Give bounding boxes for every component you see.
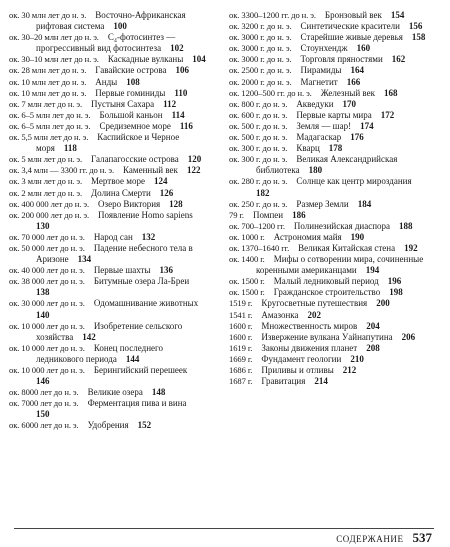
toc-entry-title: Фундамент геологии [261, 353, 342, 364]
toc-left-column [9, 10, 209, 432]
toc-entry-date: ок. 3,4 млн — 3300 гг. до н. э. [9, 165, 115, 176]
toc-entry [229, 143, 429, 154]
toc-entry-date: ок. 2000 г. до н. э. [229, 76, 292, 87]
toc-entry [229, 176, 429, 198]
toc-entry [229, 10, 429, 21]
toc-entry-page: 174 [360, 120, 374, 131]
toc-entry [229, 88, 429, 99]
toc-entry-title: Пирамиды [300, 65, 342, 76]
toc-entry-page: 206 [401, 331, 416, 342]
toc-entry-date: ок. 30 млн лет до н. э. [9, 10, 87, 20]
toc-entry-title: Анды [95, 76, 118, 87]
toc-entry-page: 182 [256, 187, 270, 198]
toc-entry [229, 221, 429, 232]
toc-entry-title: Гражданское строительство [273, 287, 381, 298]
toc-entry-date: ок. 3000 г. до н. э. [229, 54, 292, 65]
toc-entry-date: 79 г. [229, 209, 244, 220]
toc-entry-page: 170 [342, 98, 357, 109]
toc-entry-title: C₄-фотосинтез — прогрессивный вид фотосинтеза [36, 32, 176, 54]
toc-entry-page: 108 [126, 76, 140, 87]
toc-entry-page: 200 [376, 298, 390, 309]
toc-entry-page: 202 [307, 309, 322, 320]
toc-entry-date: ок. 400 000 лет до н. э. [9, 198, 90, 209]
toc-entry [9, 132, 209, 154]
toc-entry-page: 134 [77, 254, 92, 265]
toc-entry-page: 214 [314, 376, 328, 387]
toc-entry-date: ок. 500 г. до н. э. [229, 120, 288, 131]
toc-entry-title: Одомашнивание животных [93, 298, 199, 309]
toc-entry-page: 156 [408, 21, 423, 32]
toc-entry-page: 136 [159, 265, 174, 276]
toc-entry-title: Народ сан [93, 231, 133, 242]
toc-entry [9, 110, 209, 121]
toc-entry-page: 132 [141, 231, 156, 242]
toc-entry [9, 154, 209, 165]
toc-entry-page: 194 [365, 265, 380, 276]
toc-entry-title: Большой каньон [99, 109, 163, 120]
footer-divider [14, 528, 434, 529]
toc-entry-date: 1519 г. [229, 298, 253, 309]
toc-entry-date: ок. 3300–1200 гг. до н. э. [229, 10, 316, 20]
toc-entry-date: ок. 3000 г. до н. э. [229, 32, 292, 43]
toc-entry-date: 1669 г. [229, 353, 253, 364]
toc-entry-title: Каспийское и Черное моря [36, 132, 180, 154]
toc-entry-page: 120 [187, 154, 202, 165]
toc-entry-date: ок. 38 000 лет до н. э. [9, 276, 85, 287]
toc-entry-title: Падение небесного тела в Аризоне [36, 242, 193, 265]
toc-entry-date: ок. 70 000 лет до н. э. [9, 231, 85, 242]
toc-entry-date: ок. 3200 г. до н. э. [229, 21, 292, 32]
toc-entry-date: ок. 6–5 млн лет до н. э. [9, 120, 91, 131]
toc-entry-title: Законы движения планет [261, 342, 358, 353]
toc-entry-date: ок. 10 000 лет до н. э. [9, 365, 85, 375]
toc-entry [229, 276, 429, 287]
toc-entry [229, 354, 429, 365]
toc-entry-page: 164 [350, 65, 364, 76]
toc-entry [9, 65, 209, 76]
toc-entry [9, 121, 209, 132]
toc-entry-date: ок. 700–1200 гг. [229, 220, 285, 231]
toc-entry-title: Приливы и отливы [261, 365, 334, 375]
toc-entry-date: ок. 30–10 млн лет до н. э. [9, 54, 99, 65]
toc-entry-page: 122 [186, 165, 201, 176]
toc-entry-title: Первые гоминиды [95, 87, 166, 98]
toc-entry-title: Кварц [296, 143, 320, 154]
toc-entry-title: Железный век [320, 87, 375, 98]
toc-entry-date: ок. 30 000 лет до н. э. [9, 298, 85, 309]
toc-entry-page: 126 [159, 187, 174, 198]
toc-entry-title: Извержение вулкана Уайнапутина [261, 331, 393, 342]
toc-entry-date: ок. 280 г. до н. э. [229, 176, 288, 187]
toc-entry [9, 188, 209, 199]
toc-entry [229, 332, 429, 343]
toc-entry-page: 168 [383, 87, 398, 98]
toc-entry [9, 365, 209, 387]
toc-entry [229, 243, 429, 254]
toc-entry [9, 210, 209, 232]
toc-entry [9, 298, 209, 320]
toc-entry-title: Стоунхендж [300, 43, 348, 54]
toc-entry-title: Старейшие живые деревья [300, 32, 403, 43]
toc-entry-title: Магнетит [300, 76, 338, 87]
toc-entry-page: 148 [151, 387, 166, 398]
toc-entry [229, 254, 429, 276]
toc-entry-date: ок. 1400 г. [229, 254, 265, 265]
toc-entry-date: ок. 1500 г. [229, 276, 265, 287]
toc-entry-title: Берингийский перешеек [93, 365, 188, 375]
toc-entry-title: Бронзовый век [324, 10, 382, 20]
toc-entry-title: Средиземное море [99, 120, 171, 131]
toc-entry [229, 54, 429, 65]
toc-entry-page: 140 [36, 309, 50, 320]
toc-entry-title: Мертвое море [91, 176, 145, 187]
toc-entry-page: 210 [350, 353, 364, 364]
toc-entry-page: 128 [169, 198, 183, 209]
toc-entry-page: 114 [171, 109, 185, 120]
toc-entry-page: 160 [356, 43, 371, 54]
toc-entry-page: 152 [137, 420, 152, 431]
footer-section-title: СОДЕРЖАНИЕ [336, 534, 404, 544]
toc-entry-page: 112 [163, 98, 177, 109]
toc-entry [229, 121, 429, 132]
toc-entry-page: 208 [366, 342, 380, 353]
toc-entry-page: 176 [350, 132, 364, 143]
toc-entry-page: 190 [350, 231, 365, 242]
toc-entry-page: 116 [179, 120, 193, 131]
toc-entry-date: ок. 1000 г. [229, 231, 265, 242]
toc-entry-date: ок. 3000 г. до н. э. [229, 43, 292, 54]
page-number: 537 [412, 530, 432, 545]
toc-entry-date: ок. 200 000 лет до н. э. [9, 209, 90, 220]
toc-entry-page: 104 [192, 54, 206, 65]
toc-entry-title: Гавайские острова [95, 65, 167, 76]
toc-entry-date: ок. 600 г. до н. э. [229, 109, 288, 120]
toc-entry-title: Размер Земли [296, 198, 349, 209]
toc-entry [9, 54, 209, 65]
toc-entry-page: 162 [391, 54, 406, 65]
toc-entry-title: Земля — шар! [296, 120, 352, 131]
toc-entry-date: ок. 10 000 лет до н. э. [9, 320, 85, 331]
toc-entry-page: 146 [36, 376, 50, 387]
toc-entry-date: ок. 500 г. до н. э. [229, 132, 288, 143]
toc-entry [9, 10, 209, 32]
toc-entry-date: ок. 10 млн лет до н. э. [9, 87, 87, 98]
toc-entry-date: ок. 30–20 млн лет до н. э. [9, 32, 99, 43]
toc-entry-date: ок. 8000 лет до н. э. [9, 387, 79, 398]
toc-entry [9, 343, 209, 365]
toc-entry-title: Множественность миров [261, 320, 358, 331]
toc-entry-page: 102 [170, 43, 184, 54]
toc-entry-page: 166 [346, 76, 361, 87]
toc-entry [9, 232, 209, 243]
toc-entry-date: ок. 3 млн лет до н. э. [9, 176, 83, 187]
toc-entry [9, 165, 209, 176]
toc-entry-date: ок. 5,5 млн лет до н. э. [9, 132, 89, 143]
toc-entry-date: ок. 1370–1640 гг. [229, 242, 290, 253]
toc-entry-date: ок. 50 000 лет до н. э. [9, 242, 85, 253]
toc-entry [9, 276, 209, 298]
toc-entry-page: 150 [36, 409, 50, 420]
toc-entry-date: ок. 5 млн лет до н. э. [9, 154, 83, 165]
toc-entry-date: 1687 г. [229, 376, 253, 387]
toc-entry [229, 287, 429, 298]
toc-entry-date: ок. 800 г. до н. э. [229, 98, 288, 109]
toc-entry-title: Астрономия майя [273, 231, 342, 242]
toc-entry-page: 198 [389, 287, 403, 298]
toc-entry-date: 1619 г. [229, 342, 253, 353]
toc-entry [229, 210, 429, 221]
toc-entry-page: 158 [411, 32, 426, 43]
toc-entry-title: Великие озера [87, 387, 143, 398]
toc-entry [229, 365, 429, 376]
toc-entry-page: 144 [125, 353, 140, 364]
toc-entry-page: 106 [175, 65, 189, 76]
toc-entry-title: Акведуки [296, 98, 334, 109]
toc-entry-title: Долина Смерти [91, 187, 151, 198]
toc-entry-title: Озеро Виктория [98, 198, 161, 209]
toc-entry-title: Восточно-Африканская рифтовая система [36, 10, 186, 32]
toc-entry-page: 172 [380, 109, 395, 120]
toc-entry [9, 265, 209, 276]
toc-entry-page: 100 [113, 21, 127, 32]
toc-entry [9, 199, 209, 210]
toc-entry-title: Каскадные вулканы [107, 54, 184, 65]
toc-entry-title: Появление Homo sapiens [98, 209, 193, 220]
toc-entry-page: 138 [36, 287, 50, 298]
toc-entry-date: ок. 28 млн лет до н. э. [9, 65, 87, 76]
toc-entry-date: ок. 40 000 лет до н. э. [9, 265, 85, 276]
toc-entry-title: Ферментация пива и вина [87, 398, 187, 409]
toc-entry-page: 124 [153, 176, 168, 187]
toc-entry [229, 199, 429, 210]
toc-entry-page: 184 [357, 198, 372, 209]
toc-entry-title: Первые шахты [93, 265, 151, 276]
toc-entry-date: ок. 6–5 млн лет до н. э. [9, 109, 91, 120]
toc-entry [229, 43, 429, 54]
toc-entry [229, 310, 429, 321]
toc-entry [229, 376, 429, 387]
toc-entry-page: 196 [387, 276, 402, 287]
toc-entry-title: Пустыня Сахара [91, 98, 155, 109]
toc-entry-date: ок. 6000 лет до н. э. [9, 420, 79, 431]
toc-entry-date: 1600 г. [229, 320, 253, 331]
page-footer [336, 530, 432, 546]
toc-entry-date: ок. 2500 г. до н. э. [229, 65, 292, 76]
toc-entry [9, 420, 209, 431]
toc-entry-title: Амазонка [261, 309, 299, 320]
toc-entry-date: ок. 7 млн лет до н. э. [9, 98, 83, 109]
toc-entry-page: 130 [36, 220, 50, 231]
toc-entry [9, 321, 209, 343]
toc-entry-page: 192 [404, 242, 418, 253]
toc-entry-page: 142 [82, 331, 96, 342]
toc-entry-date: ок. 300 г. до н. э. [229, 154, 288, 165]
toc-entry-title: Битумные озера Ла-Бреи [93, 276, 190, 287]
toc-entry [229, 154, 429, 176]
toc-entry [9, 176, 209, 187]
toc-entry-page: 188 [399, 220, 413, 231]
toc-entry [229, 343, 429, 354]
toc-entry-page: 110 [174, 87, 188, 98]
toc-entry-date: ок. 250 г. до н. э. [229, 198, 288, 209]
toc-entry-page: 212 [342, 365, 357, 375]
toc-entry [229, 232, 429, 243]
toc-entry-page: 154 [390, 10, 405, 20]
toc-entry [229, 21, 429, 32]
toc-entry-page: 186 [292, 209, 306, 220]
toc-entry-title: Удобрения [87, 420, 129, 431]
toc-entry-title: Малый ледниковый период [273, 276, 379, 287]
toc-entry-title: Великая Китайская стена [298, 242, 396, 253]
toc-right-column [229, 10, 429, 387]
toc-entry-title: Первые карты мира [296, 109, 372, 120]
toc-entry-date: ок. 300 г. до н. э. [229, 143, 288, 154]
toc-entry-date: ок. 10 млн лет до н. э. [9, 76, 87, 87]
toc-entry-page: 178 [328, 143, 343, 154]
toc-entry-title: Гравитация [261, 376, 306, 387]
toc-entry-page: 118 [63, 143, 77, 154]
toc-entry-date: 1686 г. [229, 365, 253, 375]
toc-entry-title: Мифы о сотворении мира, сочиненные коренными американцами [256, 254, 424, 276]
toc-entry-date: ок. 7000 лет до н. э. [9, 398, 79, 409]
toc-entry-title: Великая Александрийская библиотека [256, 154, 398, 176]
toc-entry-date: 1600 г. [229, 331, 253, 342]
toc-entry-title: Мадагаскар [296, 132, 342, 143]
toc-entry-title: Солнце как центр мироздания [296, 176, 412, 187]
toc-entry [229, 99, 429, 110]
toc-entry-page: 180 [308, 165, 323, 176]
toc-entry [9, 77, 209, 88]
toc-entry [229, 65, 429, 76]
toc-entry-title: Синтетические красители [300, 21, 400, 32]
toc-entry-title: Помпеи [252, 209, 284, 220]
toc-entry-title: Конец последнего ледникового периода [36, 342, 164, 364]
toc-entry [9, 32, 209, 54]
toc-entry [9, 99, 209, 110]
toc-entry-title: Галапагосские острова [91, 154, 179, 165]
toc-entry [229, 32, 429, 43]
toc-entry-title: Полинезийская диаспора [293, 220, 391, 231]
toc-entry-date: ок. 1500 г. [229, 287, 265, 298]
toc-entry [229, 298, 429, 309]
toc-entry-date: 1541 г. [229, 309, 253, 320]
toc-entry [9, 398, 209, 420]
toc-entry [229, 110, 429, 121]
toc-entry-title: Кругосветные путешествия [261, 298, 368, 309]
toc-entry [9, 243, 209, 265]
toc-entry-page: 204 [366, 320, 380, 331]
toc-entry-title: Торговля пряностями [300, 54, 383, 65]
toc-entry [229, 132, 429, 143]
toc-entry-date: ок. 10 000 лет до н. э. [9, 342, 85, 353]
toc-entry-title: Каменный век [123, 165, 178, 176]
toc-entry [229, 321, 429, 332]
toc-entry-title: Изобретение сельского хозяйства [36, 320, 183, 342]
toc-entry-date: ок. 2 млн лет до н. э. [9, 187, 83, 198]
toc-entry [9, 387, 209, 398]
toc-entry [229, 77, 429, 88]
toc-entry-date: ок. 1200–500 гг. до н. э. [229, 87, 312, 98]
toc-entry [9, 88, 209, 99]
